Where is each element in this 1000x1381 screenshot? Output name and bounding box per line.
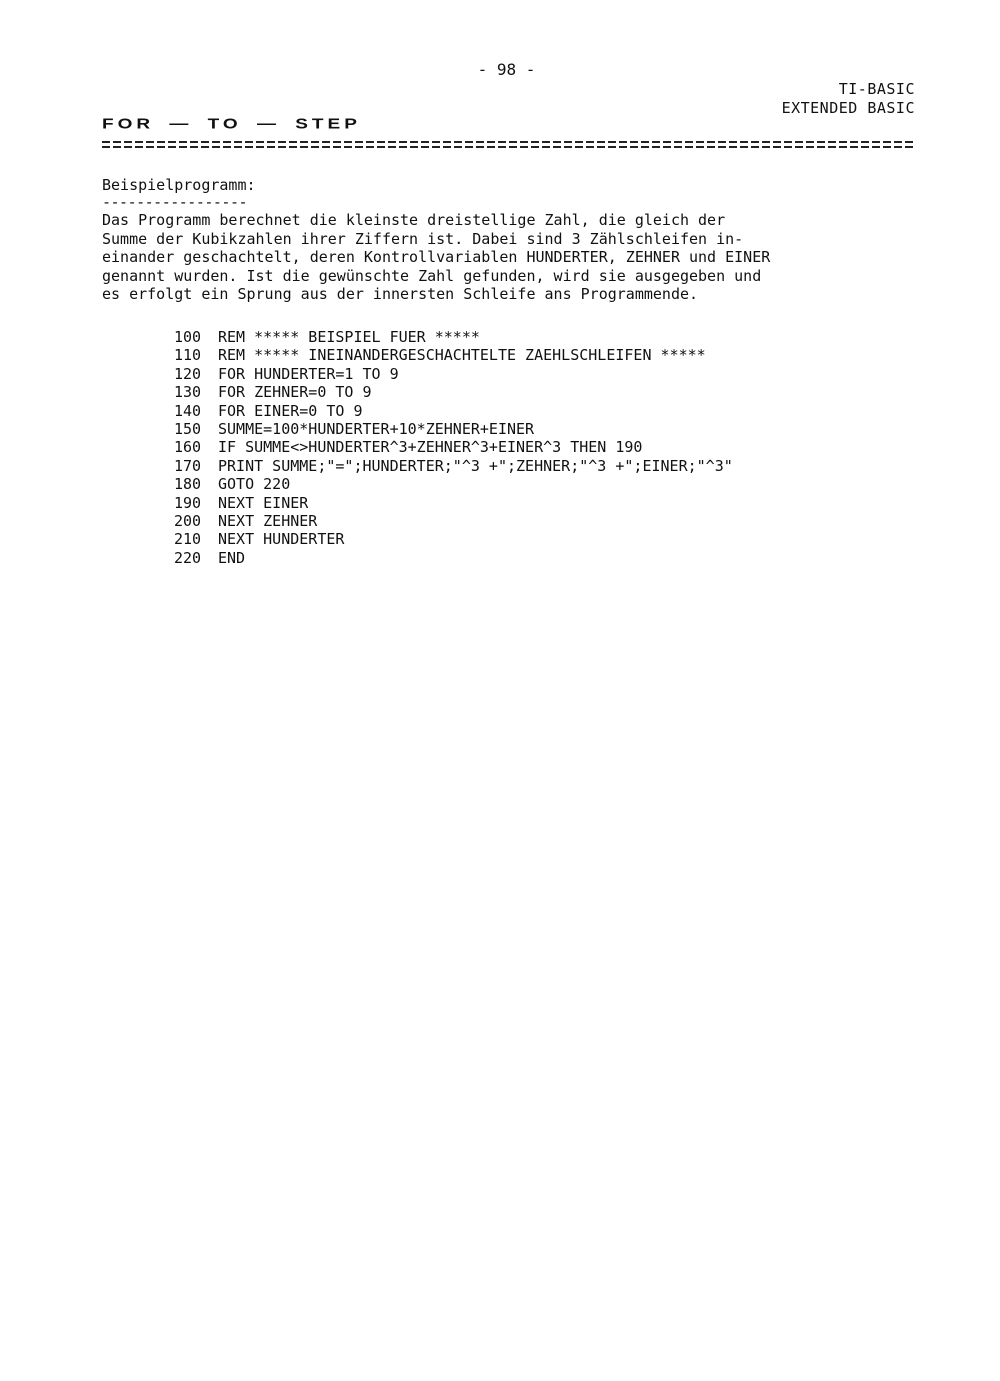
line-code: FOR ZEHNER=0 TO 9	[218, 383, 372, 402]
description-line: Summe der Kubikzahlen ihrer Ziffern ist. Dabei sind 3 Zählschleifen in-	[102, 229, 744, 248]
line-code: SUMME=100*HUNDERTER+10*ZEHNER+EINER	[218, 420, 535, 439]
line-number: 220	[174, 548, 202, 567]
line-code: REM ***** INEINANDERGESCHACHTELTE ZAEHLSCHLEIFEN *****	[218, 346, 706, 365]
program-line	[174, 365, 733, 383]
line-number: 150	[174, 420, 202, 439]
double-rule-divider	[102, 139, 915, 151]
section-title: FOR — TO — STEP	[102, 116, 361, 133]
line-number: 130	[174, 383, 202, 402]
system-label-ti-basic: TI-BASIC	[838, 80, 915, 98]
line-code: NEXT HUNDERTER	[218, 530, 345, 549]
line-code: NEXT ZEHNER	[218, 512, 318, 531]
line-number: 190	[174, 493, 202, 512]
program-line	[174, 475, 733, 493]
line-code: GOTO 220	[218, 475, 291, 494]
system-label-extended-basic: EXTENDED BASIC	[781, 99, 915, 117]
system-labels	[782, 80, 915, 118]
description-paragraph	[102, 211, 922, 304]
program-line	[174, 328, 733, 346]
line-code: REM ***** BEISPIEL FUER *****	[218, 328, 480, 346]
line-code: FOR EINER=0 TO 9	[218, 401, 363, 420]
description-line: einander geschachtelt, deren Kontrollvariablen HUNDERTER, ZEHNER und EINER	[102, 248, 771, 266]
program-line	[174, 402, 733, 420]
line-code: NEXT EINER	[218, 493, 309, 512]
line-number: 120	[174, 364, 202, 383]
program-line	[174, 494, 733, 512]
line-number: 180	[174, 475, 202, 494]
subheading-underline: -----------------	[102, 193, 248, 211]
line-number: 170	[174, 456, 202, 475]
line-code: END	[218, 548, 246, 567]
line-number: 210	[174, 530, 202, 549]
line-code: FOR HUNDERTER=1 TO 9	[218, 364, 399, 383]
program-line	[174, 530, 733, 548]
line-code: IF SUMME<>HUNDERTER^3+ZEHNER^3+EINER^3 THEN 190	[218, 438, 643, 457]
program-line	[174, 438, 733, 456]
program-line	[174, 420, 733, 438]
line-number: 100	[174, 328, 202, 346]
program-line	[174, 383, 733, 401]
program-line	[174, 512, 733, 530]
line-number: 200	[174, 512, 202, 531]
description-line: es erfolgt ein Sprung aus der innersten Schleife ans Programmende.	[102, 285, 699, 303]
description-line: genannt wurden. Ist die gewünschte Zahl gefunden, wird sie ausgegeben und	[102, 266, 762, 285]
line-code: PRINT SUMME;"=";HUNDERTER;"^3 +";ZEHNER;"^3 +";EINER;"^3"	[218, 456, 733, 475]
subheading: Beispielprogramm:	[102, 176, 256, 194]
description-line: Das Programm berechnet die kleinste dreistellige Zahl, die gleich der	[102, 211, 726, 229]
line-number: 110	[174, 346, 202, 365]
program-line	[174, 346, 733, 364]
program-line	[174, 457, 733, 475]
line-number: 160	[174, 438, 202, 457]
program-line	[174, 549, 733, 567]
program-listing	[174, 328, 733, 567]
page-number: - 98 -	[477, 60, 536, 79]
line-number: 140	[174, 401, 202, 420]
